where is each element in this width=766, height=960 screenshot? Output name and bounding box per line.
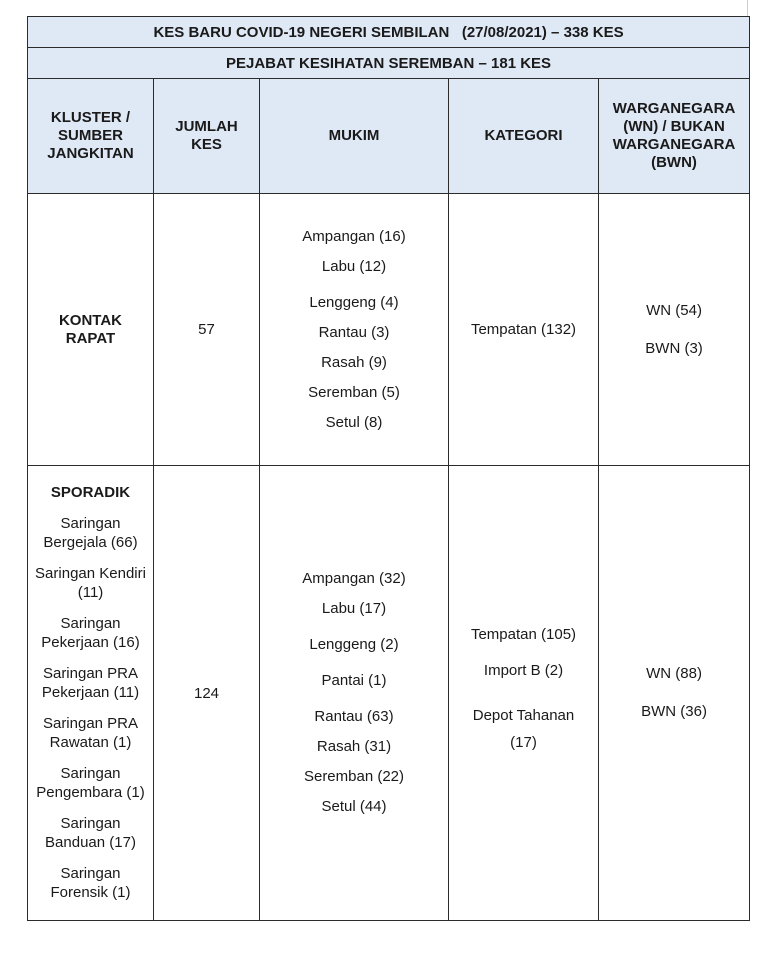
subtitle-row [28,48,750,79]
mukim-item: Rantau (63) [314,708,394,725]
report-subtitle: PEJABAT KESIHATAN SEREMBAN – 181 KES [28,48,750,79]
col-header-source: KLUSTER / SUMBER JANGKITAN [28,79,154,194]
mukim-item: Rasah (9) [321,353,387,371]
mukim-item: Ampangan (32) [302,570,406,587]
source-kontak-rapat: KONTAK RAPAT [28,194,154,466]
mukim-item: Setul (44) [321,798,387,815]
col-header-wn: WARGANEGARA (WN) / BUKAN WARGANEGARA (BWN) [599,79,750,194]
title-row [28,17,750,48]
mukim-item: Lenggeng (2) [309,636,399,653]
mukim-list [260,466,449,921]
table-row-kontak-rapat [28,194,750,466]
header-row [28,79,750,194]
kategori-item: Tempatan (132) [470,320,577,338]
wn-item: WN (54) [646,301,702,319]
source-item: Saringan PRA Rawatan (1) [42,715,139,751]
mukim-item: Labu (12) [321,257,387,275]
mukim-item: Setul (8) [325,413,383,431]
bwn-item: BWN (36) [641,703,707,720]
source-item: Saringan Kendiri (11) [35,565,146,601]
col-header-jumlah: JUMLAH KES [154,79,260,194]
wn-list [599,194,750,466]
col-header-kategori: KATEGORI [449,79,599,194]
source-item: Saringan Forensik (1) [50,865,131,901]
bwn-item: BWN (3) [645,339,703,357]
source-item: Saringan Bergejala (66) [43,515,138,551]
source-sporadik [28,466,154,921]
source-item: Saringan Pekerjaan (16) [41,615,140,651]
mukim-item: Seremban (22) [303,768,405,785]
source-item: Saringan Banduan (17) [45,815,136,851]
col-header-mukim: MUKIM [260,79,449,194]
mukim-item: Ampangan (16) [302,227,406,245]
mukim-item: Lenggeng (4) [309,293,399,311]
mukim-item: Seremban (5) [308,383,400,401]
wn-list [599,466,750,921]
kategori-item: Import B (2) [483,661,564,679]
source-item: Saringan PRA Pekerjaan (11) [41,665,140,701]
mukim-item: Rasah (31) [316,738,392,755]
mukim-item: Labu (17) [321,600,387,617]
kategori-item: Depot Tahanan (17) [472,706,575,751]
report-title: KES BARU COVID-19 NEGERI SEMBILAN (27/08/2021) – 338 KES [28,17,750,48]
source-item: Saringan Pengembara (1) [36,765,145,801]
table-row-sporadik [28,466,750,921]
kategori-item: Tempatan (105) [470,625,577,643]
mukim-item: Pantai (1) [321,672,387,689]
mukim-list [260,194,449,466]
mukim-item: Rantau (3) [318,323,390,341]
kategori-list [449,194,599,466]
wn-item: WN (88) [646,665,702,682]
jumlah-kes-value: 57 [154,194,260,466]
sporadik-title: SPORADIK [50,484,131,501]
jumlah-kes-value: 124 [154,466,260,921]
kategori-list [449,466,599,921]
case-report-table [27,16,750,921]
